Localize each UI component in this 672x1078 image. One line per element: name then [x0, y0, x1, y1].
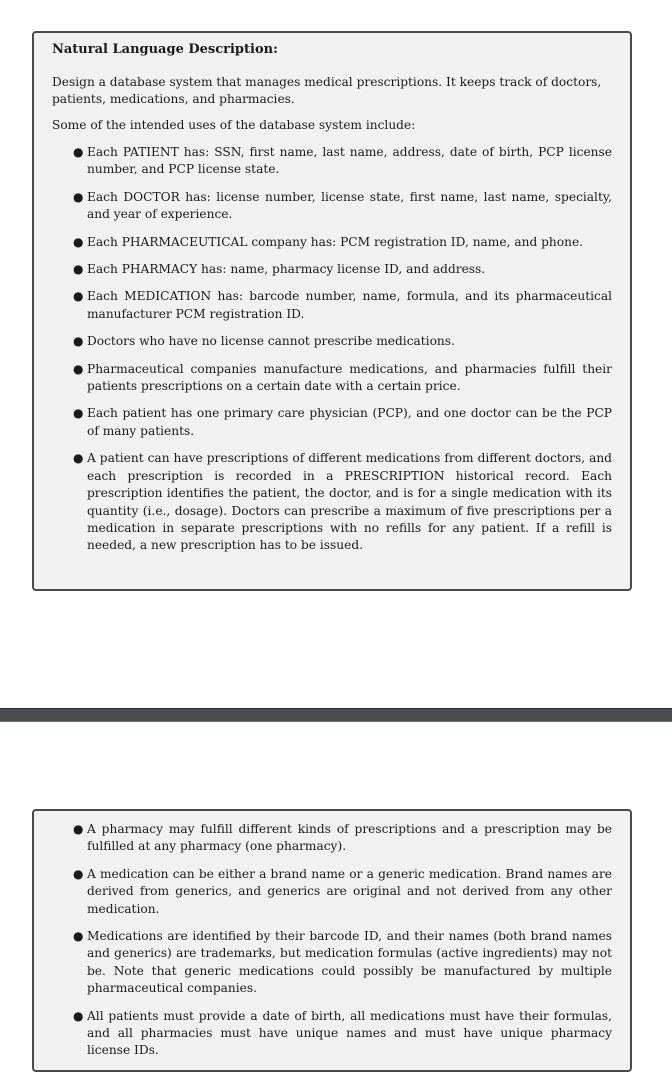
list-item [73, 189, 612, 224]
requirements-list-continued [52, 821, 612, 1060]
requirements-list [52, 144, 612, 555]
bullet-icon: ● [73, 289, 84, 304]
list-item-text: Each DOCTOR has: license number, license state, first name, last name, specialty, and year of experience. [87, 189, 612, 222]
list-item-text: Each PHARMACEUTICAL company has: PCM registration ID, name, and phone. [87, 234, 584, 249]
list-item-text: Each PATIENT has: SSN, first name, last name, address, date of birth, PCP license number, and PCP license state. [87, 145, 612, 177]
list-item [73, 288, 612, 323]
list-item [73, 405, 612, 440]
list-item-text: A medication can be either a brand name or a generic medication. Brand names are derived from generics, and generics are original and not derived from any other medication. [87, 866, 612, 916]
list-item-text: Each patient has one primary care physician (PCP), and one doctor can be the PCP of many patients. [87, 406, 612, 438]
list-item [73, 333, 612, 350]
description-box-page-2 [32, 809, 632, 1072]
list-item [73, 928, 612, 998]
list-item-text: Pharmaceutical companies manufacture medications, and pharmacies fulfill their patients prescriptions on a certain date with a certain price. [87, 361, 612, 394]
list-item [73, 866, 612, 918]
bullet-icon: ● [73, 866, 84, 881]
bullet-icon: ● [73, 189, 84, 204]
bullet-icon: ● [73, 406, 84, 421]
list-item-text: Doctors who have no license cannot prescribe medications. [87, 334, 455, 349]
list-item [73, 361, 612, 396]
list-item [73, 234, 612, 251]
list-item-text: Each PHARMACY has: name, pharmacy license ID, and address. [87, 262, 486, 277]
page-divider [0, 708, 672, 722]
list-item-text: Each MEDICATION has: barcode number, name, formula, and its pharmaceutical manufacturer PCM registration ID. [87, 289, 612, 321]
bullet-icon: ● [73, 234, 84, 249]
bullet-icon: ● [73, 451, 84, 466]
intro-paragraph: Design a database system that manages medical prescriptions. It keeps track of doctors, patients, medications, and pharmacies. [52, 75, 602, 106]
bullet-icon: ● [73, 145, 84, 159]
description-box-page-1 [32, 31, 632, 591]
list-item [73, 1008, 612, 1060]
list-item-text: A patient can have prescriptions of different medications from different doctors, and each prescription is recorded in a PRESCRIPTION historical record. Each prescription identifies the patient, the doctor, and is for a single medication with its quantity (i.e., dosage). Doctors can prescribe a maximum of five prescriptions per a medication in separate prescriptions with no refills for any patient. If a refill is needed, a new prescription has to be issued. [87, 451, 612, 553]
bullet-icon: ● [73, 1008, 84, 1023]
list-item [73, 144, 612, 179]
uses-label: Some of the intended uses of the database system include: [52, 118, 416, 132]
bullet-icon: ● [73, 262, 84, 277]
list-item [73, 821, 612, 856]
list-item [73, 450, 612, 554]
bullet-icon: ● [73, 334, 84, 349]
bullet-icon: ● [73, 822, 84, 836]
list-item-text: All patients must provide a date of birth, all medications must have their formulas, and all pharmacies must have unique names and must have unique pharmacy license IDs. [87, 1008, 612, 1058]
bullet-icon: ● [73, 361, 84, 376]
section-heading: Natural Language Description: [52, 42, 278, 57]
list-item [73, 261, 612, 278]
list-item-text: Medications are identified by their barcode ID, and their names (both brand names and generics) are trademarks, but medication formulas (active ingredients) may not be. Note that generic medications could possibly be manufactured by multiple pharmaceutical companies. [87, 929, 612, 996]
list-item-text: A pharmacy may fulfill different kinds of prescriptions and a prescription may be fulfilled at any pharmacy (one pharmacy). [87, 822, 612, 854]
bullet-icon: ● [73, 929, 84, 944]
